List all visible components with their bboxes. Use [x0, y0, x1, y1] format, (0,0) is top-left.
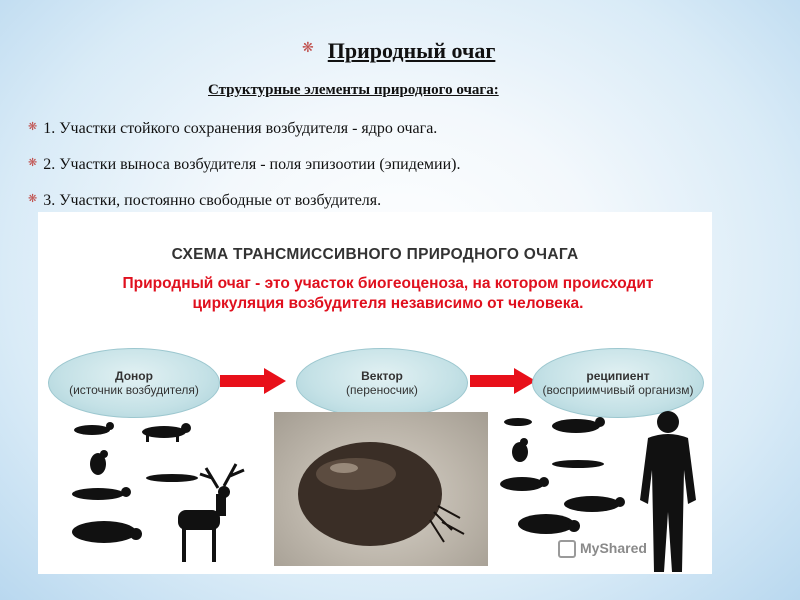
bullet-icon: ❋ — [28, 120, 38, 133]
tick-icon — [274, 412, 488, 566]
list-item-text: 1. Участки стойкого сохранения возбудителя - ядро очага. — [43, 120, 438, 137]
list-item — [28, 192, 381, 210]
vector-node-caption: (переносчик) — [346, 383, 418, 397]
arrow-right-icon — [220, 368, 286, 394]
bullet-icon: ❋ — [302, 40, 314, 56]
human-silhouette-icon — [640, 411, 696, 572]
donor-node-caption: (источник возбудителя) — [69, 383, 199, 397]
list-item — [28, 156, 461, 174]
animal-silhouettes-left — [68, 412, 258, 572]
tick-image — [274, 412, 488, 566]
vector-node-label: Вектор — [361, 369, 403, 383]
watermark-icon — [558, 540, 576, 558]
watermark — [558, 540, 647, 558]
slide-title-text: Природный очаг — [327, 38, 496, 63]
donor-node — [48, 348, 220, 418]
figure-definition — [108, 274, 668, 314]
list-item-text: 2. Участки выноса возбудителя - поля эпизоотии (эпидемии). — [43, 156, 461, 173]
donor-node-label: Донор — [115, 369, 153, 383]
list-item-text: 3. Участки, постоянно свободные от возбудителя. — [43, 192, 382, 209]
definition-term: Природный очаг — [122, 275, 251, 292]
bullet-icon: ❋ — [28, 156, 38, 169]
watermark-text: MyShared — [580, 540, 647, 556]
recipient-node-caption: (восприимчивый организм) — [542, 383, 694, 397]
slide-subtitle: Структурные элементы природного очага: — [208, 82, 499, 98]
animal-silhouette-icon — [72, 422, 244, 562]
recipient-node-label: реципиент — [586, 369, 650, 383]
figure-title: СХЕМА ТРАНСМИССИВНОГО ПРИРОДНОГО ОЧАГА — [171, 246, 579, 263]
definition-text: - это участок биогеоценоза, на котором происходит циркуляция возбудителя независимо от человека. — [192, 275, 654, 312]
arrow-right-icon — [470, 368, 536, 394]
animal-silhouette-icon — [500, 417, 625, 534]
vector-node — [296, 348, 468, 418]
bullet-icon: ❋ — [28, 192, 38, 205]
list-item — [28, 120, 437, 138]
slide-title — [302, 38, 495, 64]
scheme-figure — [38, 212, 712, 574]
